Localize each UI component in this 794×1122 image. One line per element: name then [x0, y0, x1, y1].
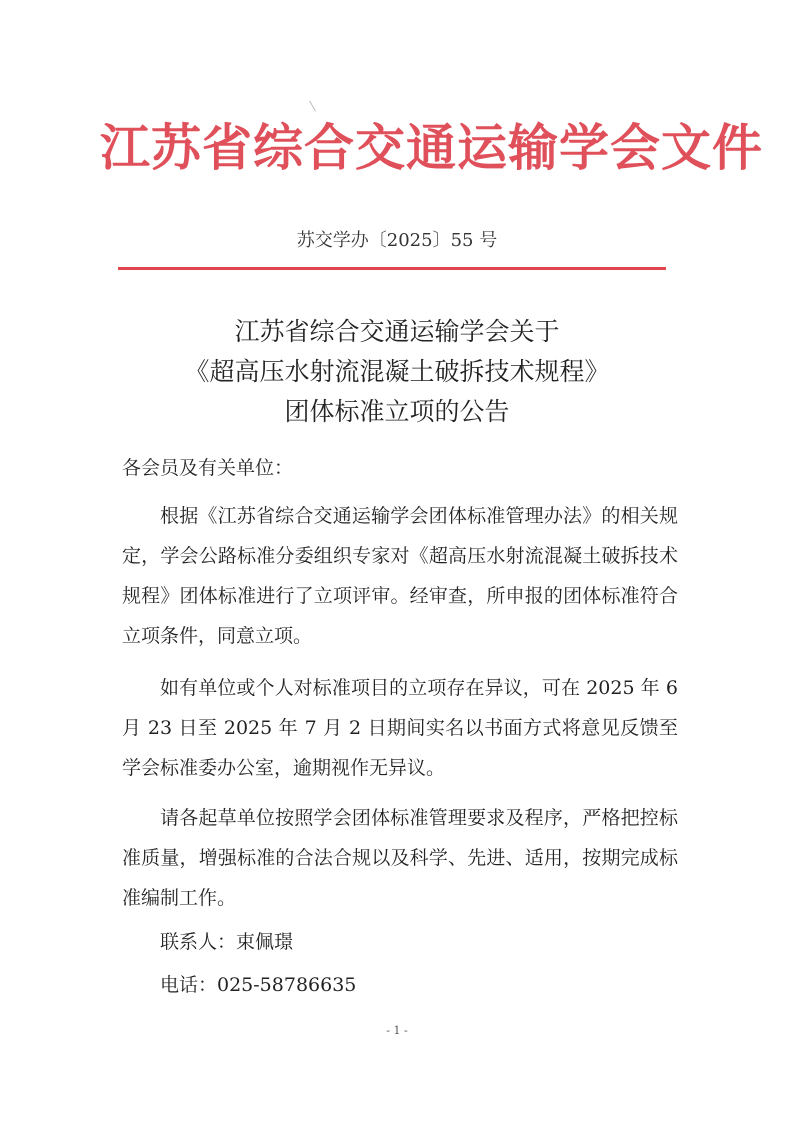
contact-person: 联系人：束佩璟 [160, 931, 294, 953]
announcement-title [0, 312, 794, 432]
paragraph-1: 根据《江苏省综合交通运输学会团体标准管理办法》的相关规定，学会公路标准分委组织专家对《超高压水射流混凝土破拆技术规程》团体标准进行了立项评审。经审查，所申报的团体标准符合立项条件，同意立项。 [122, 505, 678, 647]
title-line-1: 江苏省综合交通运输学会关于 [234, 317, 560, 346]
red-divider [118, 267, 666, 270]
page-number: - 1 - [386, 1024, 408, 1037]
title-line-2: 《超高压水射流混凝土破拆技术规程》 [184, 357, 610, 386]
contact-phone: 电话：025-58786635 [160, 974, 357, 996]
salutation: 各会员及有关单位： [122, 457, 294, 479]
document-masthead: 江苏省综合交通运输学会文件 [100, 118, 763, 177]
paragraph-3: 请各起草单位按照学会团体标准管理要求及程序，严格把控标准质量，增强标准的合法合规以及科学、先进、适用，按期完成标准编制工作。 [122, 807, 678, 909]
paragraph-2: 如有单位或个人对标准项目的立项存在异议，可在 2025 年 6 月 23 日至 2025 年 7 月 2 日期间实名以书面方式将意见反馈至学会标准委办公室，逾期视作无异议。 [122, 677, 678, 779]
title-line-3: 团体标准立项的公告 [284, 397, 510, 426]
document-number: 苏交学办〔2025〕55 号 [296, 230, 498, 251]
